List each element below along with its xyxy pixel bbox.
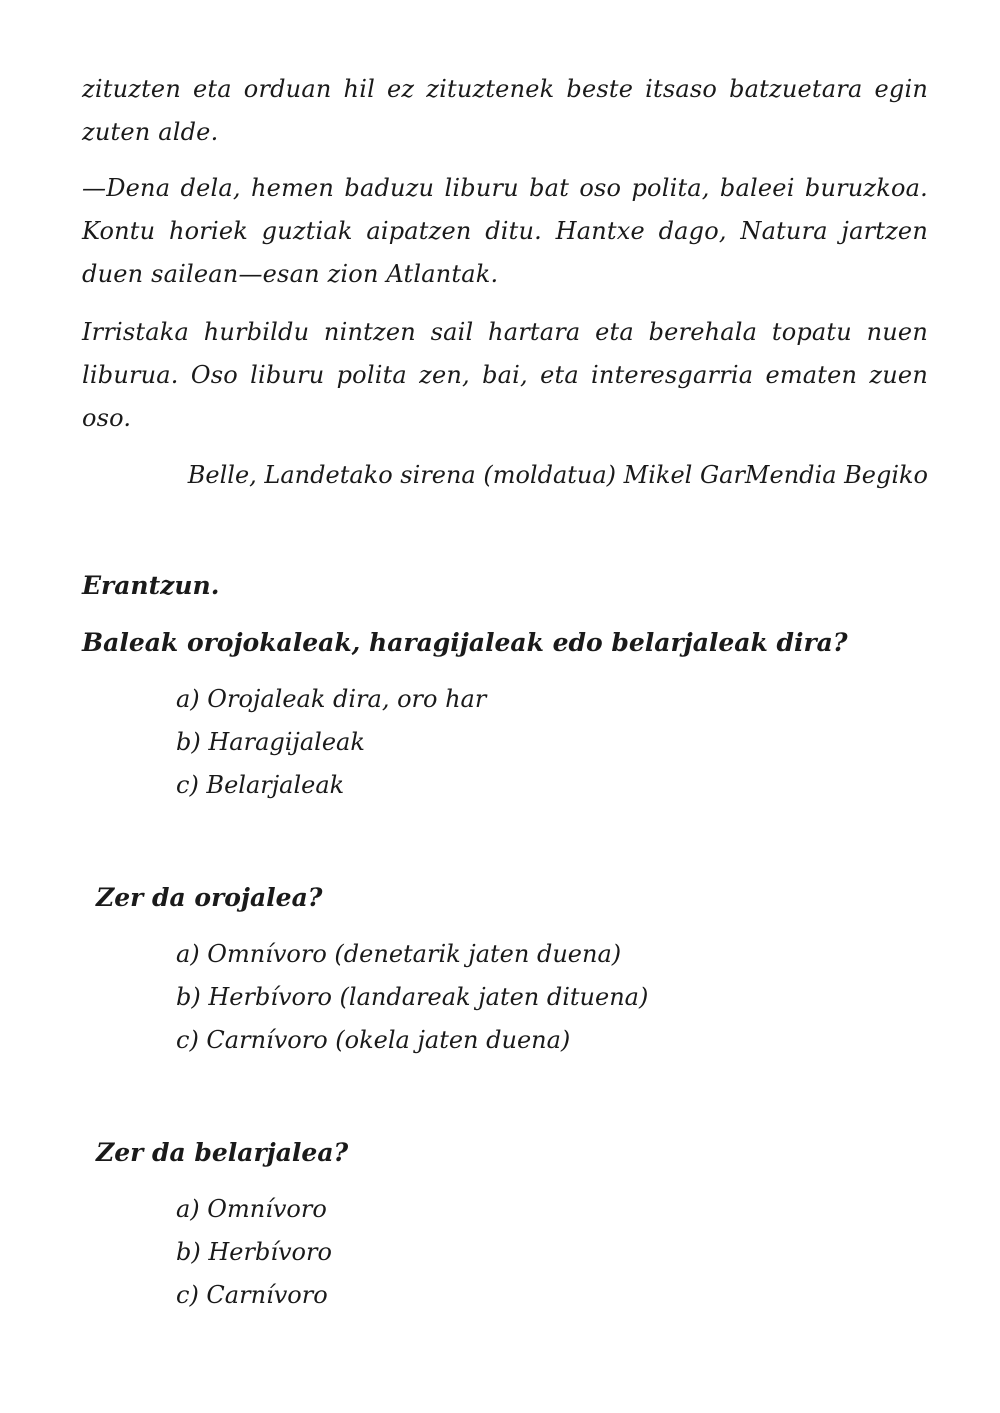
question-3: Zer da belarjalea? <box>96 1138 349 1167</box>
question-2: Zer da orojalea? <box>96 883 323 912</box>
question-2-option-a[interactable]: a) Omnívoro (denetarik jaten duena) <box>176 940 622 968</box>
reading-paragraph-1: zituzten eta orduan hil ez zituztenek beste itsaso batzuetara egin zuten alde. <box>82 75 928 146</box>
question-2-option-c[interactable]: c) Carnívoro (okela jaten duena) <box>176 1026 571 1054</box>
question-1-option-b[interactable]: b) Haragijaleak <box>176 728 365 756</box>
question-3-option-a[interactable]: a) Omnívoro <box>176 1195 327 1223</box>
reading-paragraph-2: —Dena dela, hemen baduzu liburu bat oso polita, baleei buruzkoa. Kontu horiek guztiak aipatzen ditu. Hantxe dago, Natura jartzen duen sailean—esan zion Atlantak. <box>82 174 928 288</box>
question-1-options <box>176 678 486 807</box>
question-3-options <box>176 1188 332 1317</box>
question-1-option-a[interactable]: a) Orojaleak dira, oro har <box>176 685 487 713</box>
reading-paragraph-3: Irristaka hurbildu nintzen sail hartara eta berehala topatu nuen liburua. Oso liburu polita zen, bai, eta interesgarria ematen zuen oso. <box>82 318 928 432</box>
exercise-label: Erantzun. <box>82 571 220 600</box>
question-3-option-b[interactable]: b) Herbívoro <box>176 1238 332 1266</box>
question-2-options <box>176 933 648 1062</box>
question-2-option-b[interactable]: b) Herbívoro (landareak jaten dituena) <box>176 983 649 1011</box>
question-1: Baleak orojokaleak, haragijaleak edo belarjaleak dira? <box>82 628 848 657</box>
question-3-option-c[interactable]: c) Carnívoro <box>176 1281 328 1309</box>
question-1-option-c[interactable]: c) Belarjaleak <box>176 771 345 799</box>
source-attribution: Belle, Landetako sirena (moldatua) Mikel GarMendia Begiko <box>187 461 928 489</box>
